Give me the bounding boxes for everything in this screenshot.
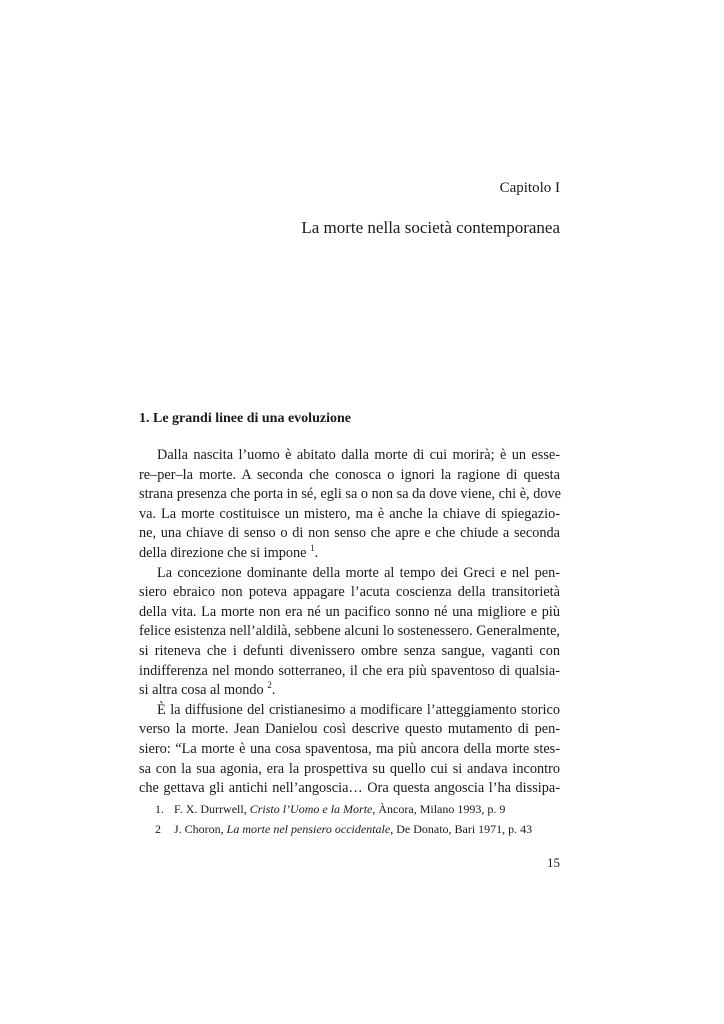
paragraph-1-line-5: ne, una chiave di senso o di non senso che apre e che chiude a seconda	[139, 525, 560, 542]
footnote-1-title: Cristo l’Uomo e la Morte	[249, 802, 373, 816]
paragraph-3-line-2: verso la morte. Jean Danielou così descrive questo mutamento di pen-	[139, 721, 560, 738]
paragraph-3-line-3: siero: “La morte è una cosa spaventosa, ma più ancora della morte stes-	[139, 740, 560, 757]
paragraph-2-line-7	[139, 681, 560, 701]
paragraph-2-line-7-text: si altra cosa al mondo	[139, 682, 264, 699]
paragraph-3-line-5: che gettava gli antichi nell’angoscia… Ora questa angoscia l’ha dissipa-	[139, 780, 560, 797]
paragraph-1-line-3: strana presenza che porta in sé, egli sa o non sa da dove viene, chi è, dove	[139, 486, 561, 503]
paragraph-2-line-5: si riteneva che i defunti divenissero ombre senza sangue, vaganti con	[139, 642, 560, 659]
paragraph-3-line-1: È la diffusione del cristianesimo a modificare l’atteggiamento storico	[157, 701, 560, 718]
footnote-ref-2[interactable]: 2	[267, 680, 272, 691]
footnote-2-details: , De Donato, Bari 1971, p. 43	[390, 822, 533, 836]
paragraph-2-line-3: della vita. La morte non era né un pacifico sonno né una migliore e più	[139, 603, 560, 620]
footnote-2-title: La morte nel pensiero occidentale	[226, 822, 391, 836]
paragraph-1-line-6-text: della direzione che si impone	[139, 544, 307, 561]
footnotes	[155, 799, 532, 839]
footnote-1-details: , Àncora, Milano 1993, p. 9	[372, 802, 506, 816]
paragraph-2-end: .	[271, 682, 276, 699]
paragraph-2-line-6: indifferenza nel mondo sotterraneo, il che era più spaventoso di qualsia-	[139, 662, 560, 679]
footnote-ref-1[interactable]: 1	[310, 542, 315, 553]
paragraph-2-line-1: La concezione dominante della morte al tempo dei Greci e nel pen-	[157, 564, 560, 581]
chapter-title: La morte nella società contemporanea	[301, 218, 560, 237]
footnote-1	[155, 799, 532, 819]
footnote-2	[155, 819, 532, 839]
paragraph-1-line-6	[139, 544, 560, 564]
paragraph-1-line-2: re–per–la morte. A seconda che conosca o ignori la ragione di questa	[139, 466, 560, 483]
paragraph-1-end: .	[314, 544, 319, 561]
paragraph-2-line-4: felice esistenza nell’aldilà, sebbene alcuni lo sostenessero. Generalmente,	[139, 623, 560, 640]
paragraph-1-line-1: Dalla nascita l’uomo è abitato dalla morte di cui morirà; è un esse-	[157, 447, 560, 463]
page-number: 15	[547, 855, 560, 870]
section-heading: 1. Le grandi linee di una evoluzione	[139, 411, 351, 426]
paragraph-3-line-4: sa con la sua agonia, era la prospettiva su quello cui si andava incontro	[139, 760, 560, 777]
footnote-1-author: F. X. Durrwell,	[174, 802, 247, 816]
paragraph-1-line-4: va. La morte costituisce un mistero, ma è anche la chiave di spiegazio-	[139, 505, 560, 522]
body-text	[139, 446, 560, 799]
footnote-2-number: 2	[155, 822, 161, 836]
paragraph-2-line-2: siero ebraico non poteva appagare l’acuta coscienza della transitorietà	[139, 584, 560, 601]
footnote-2-author: J. Choron,	[174, 822, 224, 836]
chapter-label: Capitolo I	[499, 180, 560, 196]
footnote-1-number: 1.	[155, 802, 164, 816]
